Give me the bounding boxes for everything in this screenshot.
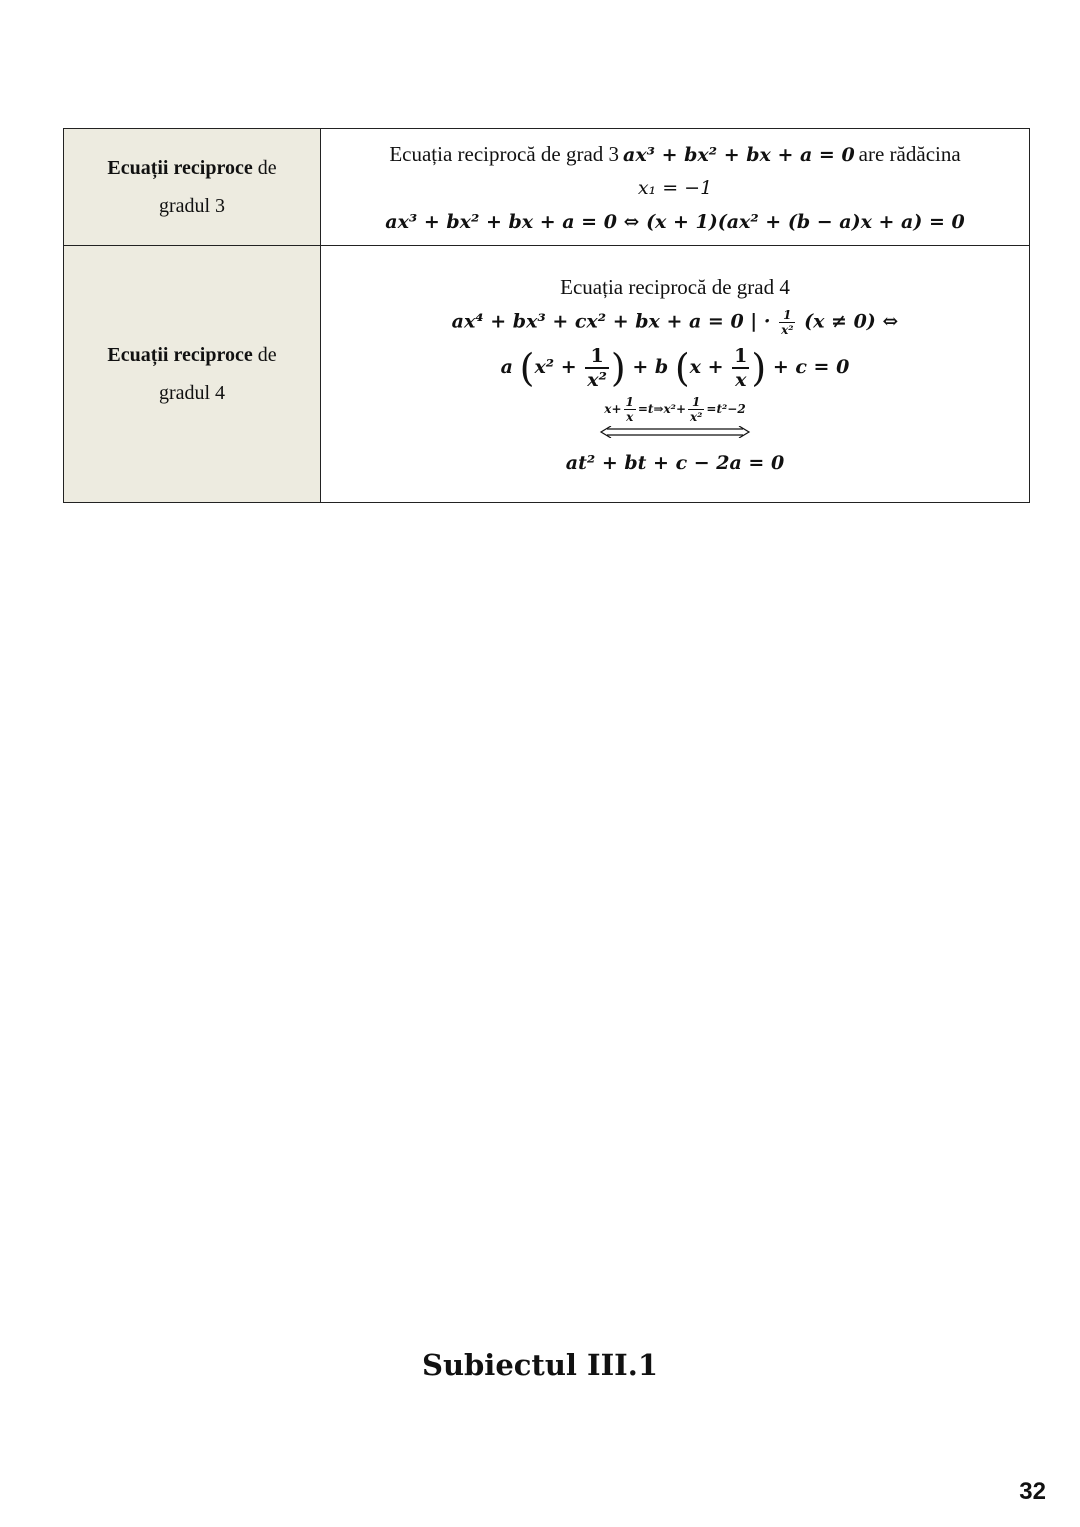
row-label-degree-3 xyxy=(64,129,321,246)
final-equation: at² + bt + c − 2a = 0 xyxy=(565,451,785,474)
label-rest: de xyxy=(252,344,277,366)
reciprocal-equations-table xyxy=(63,128,1030,503)
substitution-formula: x+ $\frac{1}{x}$ =t⇒x²+ $\frac{1}{\text{x²}}$ =t²−2 xyxy=(604,394,746,424)
factorization-equation: ax³ + bx² + bx + a = 0 ⇔ (x + 1)(ax² + (b − a)x + a) = 0 xyxy=(385,210,965,233)
label-line2: gradul 4 xyxy=(158,382,226,404)
double-arrow-icon xyxy=(599,426,751,438)
fraction: $\frac{1}{\text{x²}}$ xyxy=(781,307,794,337)
table-row xyxy=(64,246,1030,503)
row-label-degree-4 xyxy=(64,246,321,503)
equation-degree-4 xyxy=(321,308,1029,337)
section-title: Subiectul III.1 xyxy=(422,1348,658,1382)
fraction: $\frac{1}{\text{x²}}$ xyxy=(587,344,607,391)
label-bold: Ecuații reciproce xyxy=(107,344,253,366)
table-row xyxy=(64,129,1030,246)
substitution xyxy=(321,395,1029,438)
eq-right: (x ≠ 0) ⇔ xyxy=(804,310,899,332)
intro-text: Ecuația reciprocă de grad 3 xyxy=(389,141,620,166)
intro-equation: ax³ + bx² + bx + a = 0 xyxy=(623,143,855,166)
intro-tail: are rădăcina xyxy=(858,141,961,166)
eq-left: ax⁴ + bx³ + cx² + bx + a = 0 | · xyxy=(451,310,771,332)
root-value: x₁ = −1 xyxy=(637,176,713,199)
row-content-degree-3 xyxy=(321,129,1030,246)
label-rest: de xyxy=(252,157,277,179)
label-line2: gradul 3 xyxy=(158,195,226,217)
intro-text: Ecuația reciprocă de grad 4 xyxy=(560,274,790,299)
fraction: $\frac{1}{x}$ xyxy=(734,344,748,391)
row-content-degree-4 xyxy=(321,246,1030,503)
page-number: 32 xyxy=(1019,1478,1046,1505)
grouped-equation: a (x² + $\frac{1}{\text{x²}}$ ) + b (x + $\frac{1}{x}$ ) + c = 0 xyxy=(500,344,850,391)
label-bold: Ecuații reciproce xyxy=(107,157,253,179)
